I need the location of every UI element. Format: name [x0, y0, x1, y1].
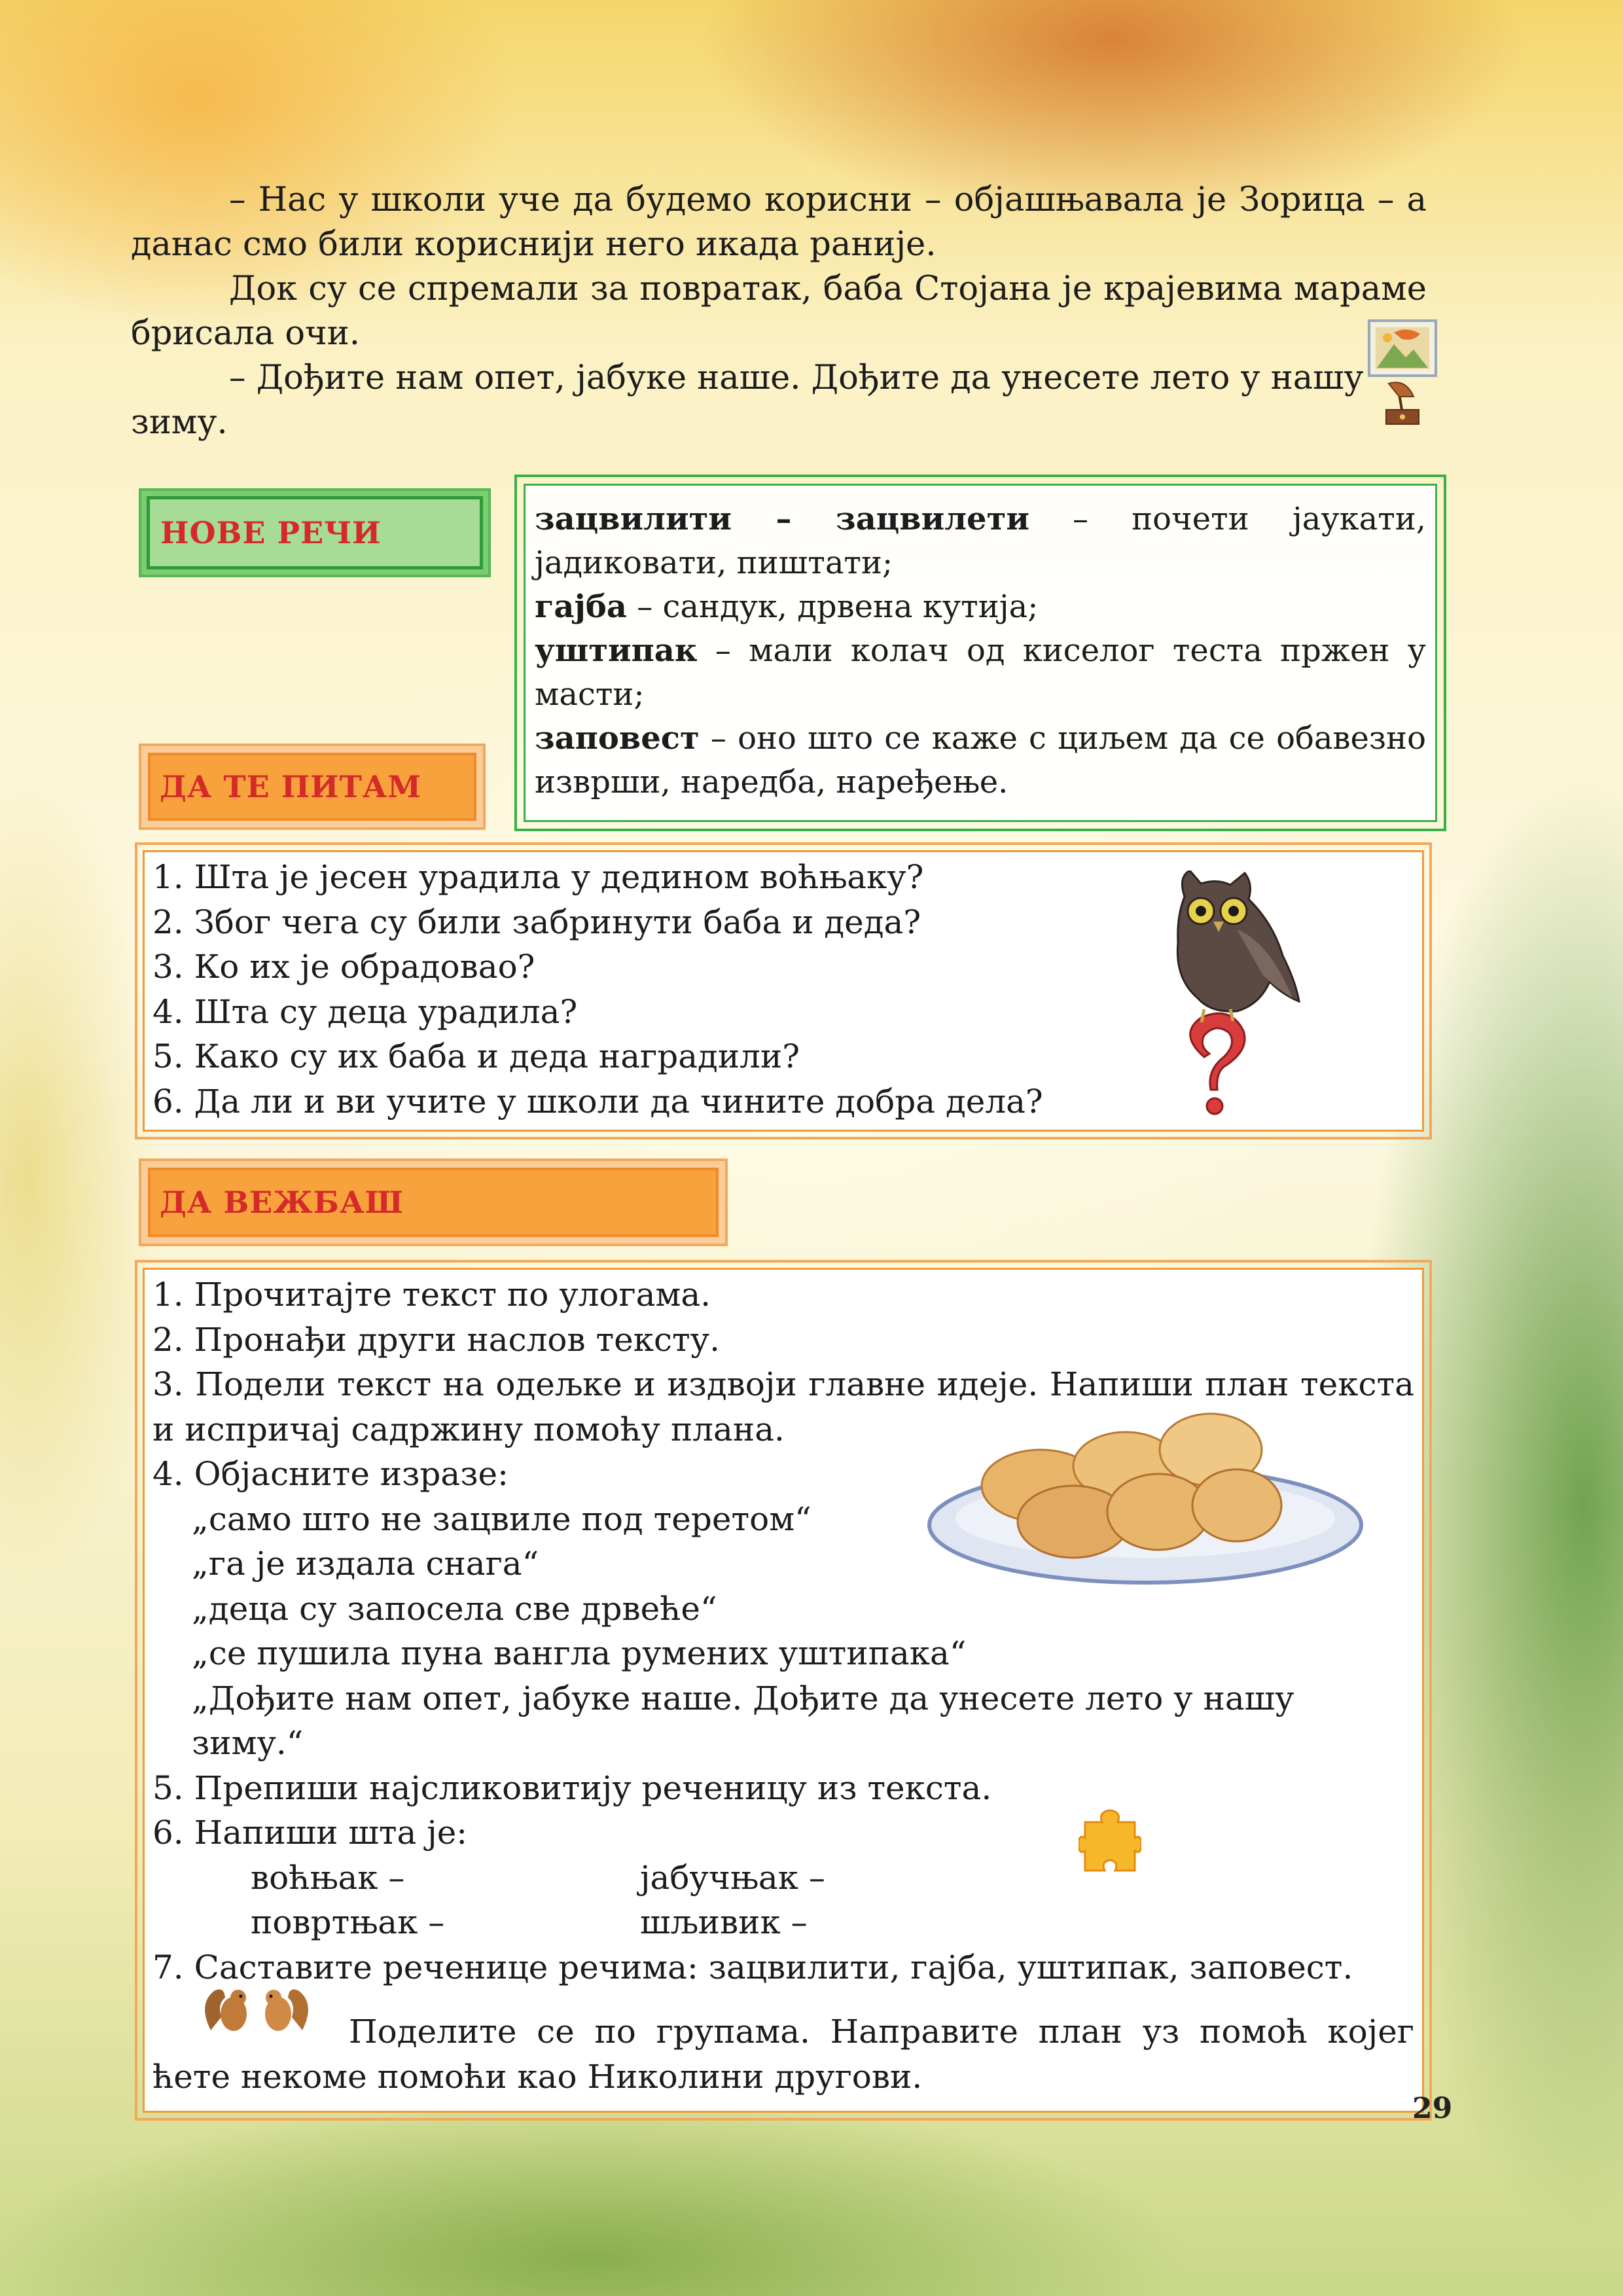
page-number: 29 — [1412, 2092, 1453, 2125]
picture-icon — [1368, 319, 1437, 377]
story-paragraph-3: – Дођите нам опет, јабуке наше. Дођите да унесете лето у нашу зиму. — [131, 359, 1364, 442]
word-pair-row — [152, 1856, 1414, 1901]
owl-question-illustration — [1139, 870, 1315, 1116]
question-item: 2. Због чега су били забринути баба и деда? — [152, 903, 921, 941]
squirrels-icon — [198, 1978, 315, 2036]
new-words-label — [139, 488, 491, 577]
question-item: 4. Шта су деца урадила? — [152, 992, 578, 1031]
exercise-item: 3. Подели текст на одељке и издвоји главне идеје. Напиши план текста и испричај садржину помоћу плана. — [152, 1365, 1414, 1448]
exercises-title: ДА ВЕЖБАШ — [160, 1185, 404, 1220]
expression-quote: „само што не зацвиле под теретом“ — [192, 1499, 812, 1538]
question-item: 3. Ко их је обрадовао? — [152, 948, 535, 986]
question-item: 6. Да ли и ви учите у школи да чините добра дела? — [152, 1082, 1043, 1121]
story-paragraph-2: Док су се спремали за повратак, баба Стојана је крајевима мараме брисала очи. — [131, 270, 1427, 353]
glossary-entry: гајба – сандук, дрвена кутија; — [535, 588, 1039, 625]
question-item: 1. Шта је јесен урадила у дедином воћњаку? — [152, 858, 924, 896]
question-item: 5. Како су их баба и деда наградили? — [152, 1037, 800, 1075]
exercises-box — [135, 1260, 1432, 2121]
exercise-item: 2. Пронађи други наслов тексту. — [152, 1320, 720, 1359]
word-povrtnjak: повртњак – — [251, 1903, 445, 1941]
word-jabucnjak: јабучњак – — [640, 1858, 825, 1897]
expression-quote: „деца су запосела све дрвеће“ — [192, 1589, 717, 1628]
new-words-title: НОВЕ РЕЧИ — [160, 515, 382, 550]
exercise-item: 1. Прочитајте текст по улогама. — [152, 1276, 711, 1314]
exercise-item: 4. Објасните изразе: — [152, 1455, 508, 1493]
word-sljivik: шљивик – — [640, 1903, 808, 1941]
spacer — [152, 1990, 1414, 2009]
expression-quote: „га је издала снага“ — [192, 1545, 539, 1583]
glossary-box — [514, 475, 1446, 831]
story-paragraph-1: – Нас у школи уче да будемо корисни – објашњавала је Зорица – а данас смо били кориснији него икада раније. — [131, 181, 1427, 264]
donuts-plate-illustration — [923, 1394, 1368, 1590]
exercise-item: 7. Саставите реченице речима: зацвилити, гајба, уштипак, заповест. — [152, 1948, 1353, 1986]
word-vocnjak: воћњак – — [251, 1858, 405, 1897]
questions-label — [139, 744, 486, 830]
word-pair-row — [152, 1900, 1414, 1945]
story-text — [131, 178, 1427, 445]
exercise-item: 5. Препиши најсликовитију реченицу из текста. — [152, 1768, 992, 1807]
glossary-entry: зацвилити – зацвилети – почети јаукати, јадиковати, пиштати; — [535, 501, 1427, 581]
puzzle-piece-icon — [1079, 1808, 1141, 1873]
expression-quote: „се пушила пуна вангла румених уштипака“ — [192, 1634, 967, 1672]
questions-title: ДА ТЕ ПИТАМ — [160, 769, 422, 804]
expression-quote: „Дођите нам опет, јабуке наше. Дођите да унесете лето у нашу зиму.“ — [192, 1679, 1294, 1762]
glossary-entry: заповест – оно што се каже с циљем да се обавезно изврши, наредба, наређење. — [535, 720, 1426, 800]
glossary-entry: уштипак – мали колач од киселог теста пржен у масти; — [535, 632, 1426, 713]
exercise-item: 6. Напиши шта је: — [152, 1814, 468, 1852]
gramophone-icon — [1380, 380, 1425, 427]
exercises-label — [139, 1158, 728, 1246]
group-task: Поделите се по групама. Направите план уз помоћ којег ћете некоме помоћи као Николини другови. — [152, 2013, 1414, 2096]
